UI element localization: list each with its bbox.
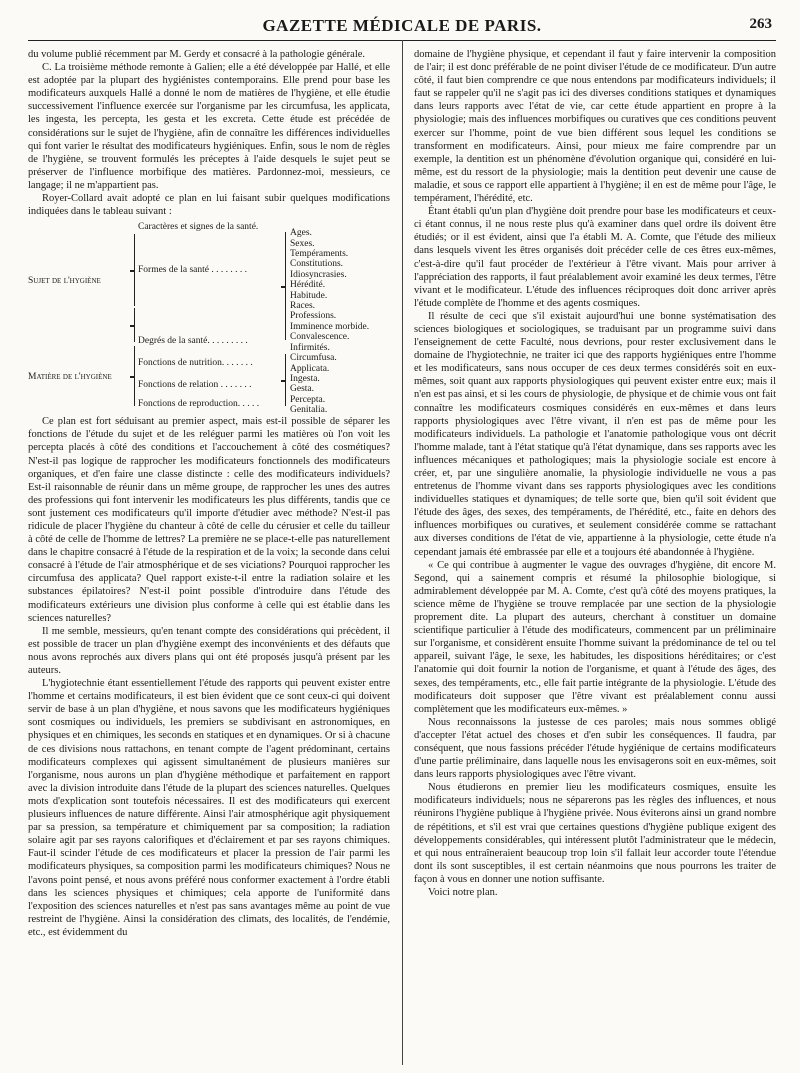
table-item: Constitutions. [290, 259, 344, 270]
table-item: Habitude. [290, 290, 328, 301]
table-item: Imminence morbide. [290, 321, 370, 332]
brace [134, 308, 135, 342]
table-group-label: Matière de l'hygiène [28, 372, 112, 383]
brace [134, 234, 135, 306]
table-item: Sexes. [290, 238, 315, 249]
table-item: Applicata. [290, 363, 330, 374]
table-item: Genitalia. [290, 405, 328, 416]
left-column [28, 48, 390, 1065]
paragraph: Étant établi qu'un plan d'hygiène doit prendre pour base les modificateurs et ceux-ci étant connus, il ne nous reste plus qu'à examiner dans quel ordre ils doivent être étudiés; or il est évident, ainsi que l'a établi M. A. Comte, que l'étude des milieux dans lesquels vivent les êtres organisés doit précéder celle de ces êtres eux-mêmes, c'est-à-dire qu'il faut procéder de l'extérieur à l'être vivant. Mais pour arriver à l'appréciation des rapports, il faut préalablement avoir examiné les deux termes, l'être vivant et le modificateur. L'étude des influences réciproques doit donc arriver après l'étude complète de l'homme et des agents cosmiques. [414, 206, 776, 309]
table-item: Infirmités. [290, 342, 330, 353]
table-item: Gesta. [290, 384, 315, 395]
journal-title: GAZETTE MÉDICALE DE PARIS. [262, 16, 542, 35]
table-item: Convalescence. [290, 332, 350, 343]
table-item: Percepta. [290, 394, 326, 405]
table-item: Ingesta. [290, 373, 320, 384]
table-item: Tempéraments. [290, 249, 349, 260]
page-number: 263 [749, 16, 772, 32]
table-row-label: Degrés de la santé. . . . . . . . . [138, 336, 248, 347]
paragraph: Voici notre plan. [428, 887, 498, 898]
paragraph: Ce plan est fort séduisant au premier aspect, mais est-il possible de séparer les fonctions de l'étude du sujet et de les reléguer parmi les matières où l'on voit les percepta placés à côté des conditions et l'accouchement à côté des cosmétiques? N'est-il pas logique de rapprocher les modificateurs fonctionnels des modificateurs organiques, et d'en faire une classe distincte : celle des modificateurs individuels? Est-il raisonnable de réunir dans un même groupe, de rapprocher les unes des autres des professions qui font intervenir les modificateurs les plus différents, tandis que ce sont justement ces modificateurs qu'il importe d'étudier avec méthode? N'est-il pas ridicule de placer l'hygiène du chanteur à côté de celle du cérusier et celle du tailleur à côté de celle de l'homme de lettres? La première ne se place-t-elle pas naturellement dans le chapitre consacré à l'étude de la respiration et de la voix; la seconde dans celui consacré à l'étude de l'air atmosphérique et de ses viciations? Pourquoi rapprocher les circumfusa des applicata? Quel rapport existe-t-il entre la radiation solaire et les substances épilatoires? N'est-il point possible d'introduire dans l'étude des modificateurs extérieurs une division plus conforme à celle qui est établie dans les sciences naturelles? [28, 416, 390, 624]
table-item: Idiosyncrasies. [290, 269, 347, 280]
royer-collard-table [28, 222, 390, 416]
table-item: Ages. [290, 228, 312, 239]
table-row-label: Formes de la santé . . . . . . . . [138, 265, 247, 276]
page-header [28, 14, 776, 41]
paragraph: Royer-Collard avait adopté ce plan en lui faisant subir quelques modifications indiquées dans le tableau suivant : [28, 193, 390, 218]
paragraph: Il me semble, messieurs, qu'en tenant compte des considérations qui précèdent, il est possible de tracer un plan d'hygiène exempt des inconvénients et des défauts que nous avons reprochés aux divers plans qui ont été proposés jusqu'à présent par les auteurs. [28, 625, 390, 676]
paragraph: Nous reconnaissons la justesse de ces paroles; mais nous sommes obligé d'accepter l'état actuel des choses et d'en subir les conséquences. Il faudra, par conséquent, que nous fassions précéder l'étude hygiénique de certains modificateurs d'une partie préliminaire, dans laquelle nous les envisagerons soit en eux-mêmes, soit dans leurs rapports physiologiques avec l'être vivant. [414, 716, 776, 781]
paragraph: « Ce qui contribue à augmenter le vague des ouvrages d'hygiène, dit encore M. Segond, qui a sainement compris et résumé la philosophie biologique, si admirablement développée par M. A. Comte, c'est qu'à côté des moyens pratiques, la science même de l'hygiène se trouve remplacée par une section de la physiologie proprement dite. La plupart des auteurs, cherchant à constituer un domaine scientifique particulier à l'étude des modificateurs, commencent par un préliminaire sur l'organisme, et considèrent ensuite l'homme suivant la prédominance de tel ou tel appareil, suivant l'âge, le sexe, les habitudes, les dispositions héréditaires; or c'est l'anatomie qui doit fournir la notion de l'organisme, et quant à l'étude des âges, des sexes, des tempéraments, etc., elle fait partie intégrante de la physiologie. L'étude des modificateurs doit supposer que l'être vivant est préalablement connu aussi complètement que les modificateurs eux-mêmes. » [414, 559, 776, 715]
table-row-label: Fonctions de reproduction. . . . . [138, 399, 260, 410]
text-columns [28, 48, 776, 1065]
table-row-label: Caractères et signes de la santé. [138, 222, 259, 233]
table-group-label: Sujet de l'hygiène [28, 276, 101, 287]
table-items [290, 228, 369, 415]
paragraph: Il résulte de ceci que s'il existait aujourd'hui une bonne systématisation des sciences biologiques et sociologiques, se traduisant par un programme suivi dans l'enseignement de cette Faculté, nous devrions, pour rester exclusivement dans le domaine de l'hygiotechnie, ne traiter ici que des rapports hygiéniques entre l'homme et les modificateurs, sans nous occuper de ces deux termes considérés soit en eux-mêmes, soit quant aux rapports physiologiques qui peuvent exister entre eux; mais il n'en est pas ainsi, et si les cours de physiologie, de physique et de chimie vous ont fait connaître les modificateurs cosmiques considérés en eux-mêmes et dans leurs rapports physiologiques avec l'être vivant, il n'en est pas de même pour les modificateurs individuels. La pathologie et l'anatomie pathologique vous ont décrit l'homme malade, tant à l'état statique qu'à l'état dynamique, dans ses rapports avec les influences mécaniques et pathologiques; mais la physiologie sociale est encore à créer, et, par une singulière anomalie, la physiologie individuelle ne vous a pas entretenus de l'homme vivant dans ses rapports physiologiques avec les conditions individuelles statiques et dynamiques; de telle sorte que, bien qu'il soit évident que l'étude des âges, des sexes, des tempéraments, de l'hérédité, etc., faite en dehors des influences morbifiques ou curatives, et seulement considérée comme se rattachant aux diverses conditions de l'état de vie, appartienne à la physiologie, cette étude n'a cependant jamais été embrassée par elle et a toujours été abandonnée à l'hygiène. [414, 310, 776, 558]
table-item: Races. [290, 301, 316, 312]
table-item: Hérédité. [290, 280, 326, 291]
table-row-label: Fonctions de nutrition. . . . . . . [138, 358, 253, 369]
brace [285, 354, 286, 406]
table-item: Circumfusa. [290, 353, 337, 364]
table-item: Professions. [290, 311, 337, 322]
right-column [414, 48, 776, 1065]
paragraph: C. La troisième méthode remonte à Galien; elle a été développée par Hallé, et elle est adoptée par la plupart des hygiénistes contemporains. Elle prend pour base les modificateurs auxquels Hallé a donné le nom de matières de l'hygiène, et elle étudie successivement l'influence exercée sur l'organisme par les circumfusa, les applicata, les ingesta, les percepta, les gesta et les excreta. Cette étude est précédée de considérations sur le sujet de l'hygiène, afin de connaître les différences individuelles qui font varier le résultat des modificateurs hygiéniques. Enfin, sous le nom de règles de l'hygiène, se trouvent formulés les préceptes à l'aide desquels le sujet peut se préserver de l'influence morbifique des matières. Pardonnez-moi, messieurs, ce langage; il ne m'appartient pas. [28, 62, 390, 191]
paragraph: Nous étudierons en premier lieu les modificateurs cosmiques, ensuite les modificateurs individuels; nous ne séparerons pas les règles des influences, et nous réunirons l'hygiène publique à l'hygiène privée. Nous éviterons ainsi un grand nombre de répétitions, et s'il est vrai que certaines questions d'hygiène publique exigent des développements considérables, qui intéressent plutôt l'administrateur que le médecin, et qui nous entraîneraient beaucoup trop loin s'il fallait leur accorder toute l'étendue dont ils sont susceptibles, il est certain néanmoins que nous pourrons les traiter de façon à vous en donner une notion suffisante. [414, 782, 776, 885]
brace [285, 232, 286, 340]
brace [134, 346, 135, 406]
paragraph: L'hygiotechnie étant essentiellement l'étude des rapports qui peuvent exister entre l'homme et certains modificateurs, il est bien évident que ce sont ceux-ci qui doivent servir de base à un plan d'hygiène, et nous savons que les modificateurs hygiéniques sont cosmiques ou individuels, les premiers se subdivisant en astronomiques, en physiques et en chimiques, les seconds en statiques et en dynamiques. Or si à chacune de ces divisions nous rattachons, en tenant compte de l'agent prédominant, certains modificateurs complexes qui agissent simultanément de plusieurs manières sur l'organisme, nous aurons un plan d'hygiène méthodique et parfaitement en rapport avec la division introduite dans l'étude de la plupart des sciences naturelles. Quelques mots d'explication sont toutefois nécessaires. Il est des modificateurs qui exercent plusieurs influences de nature différente. Ainsi l'air atmosphérique agit physiquement par sa pression, sa température et chimiquement par sa composition; la radiation solaire agit par ses rayons calorifiques et d'éclairement et par ses rayons chimiques. Faut-il scinder l'étude de ces modificateurs et placer la pression de l'air parmi les modificateurs physiques, sa composition parmi les modificateurs chimiques? Nous ne l'avons point pensé, et nous avons préféré nous conformer exactement à l'ordre établi dans les sciences physiques et chimiques; cela apporte de l'uniformité dans l'exposition des sciences naturelles et n'est pas sans avantages même au point de vue restreint de l'hygiène. Ainsi la considération des climats, des localités, de l'endémie, etc., est évidemment du [28, 678, 390, 938]
column-divider [402, 40, 403, 1065]
paragraph: domaine de l'hygiène physique, et cependant il faut y faire intervenir la composition de l'air; il est donc préférable de ne point diviser l'étude de ce modificateur. D'un autre côté, il faut bien comprendre ce que nous entendons par modificateurs individuels; il faut se rappeler qu'il ne s'agit pas ici des diverses conditions statiques et dynamiques dans leurs rapports avec l'état de vie, car cette étude appartient en propre à la physiologie; mais des influences morbifiques ou curatives que ces conditions peuvent exercer sur l'homme, point de vue bien différent sous lequel les conditions se transforment en modificateurs. Ainsi, pour mieux me faire comprendre par un exemple, la dentition est un phénomène d'évolution organique qui, considéré en lui-même, est du ressort de la physiologie; mais la dentition peut devenir une cause de maladie, et sous ce rapport elle appartient à l'hygiène; il en est de même pour l'âge, le tempérament, l'hérédité, etc. [414, 49, 776, 205]
table-row-label: Fonctions de relation . . . . . . . [138, 380, 252, 391]
paragraph: du volume publié récemment par M. Gerdy et consacré à la pathologie générale. [28, 49, 366, 60]
